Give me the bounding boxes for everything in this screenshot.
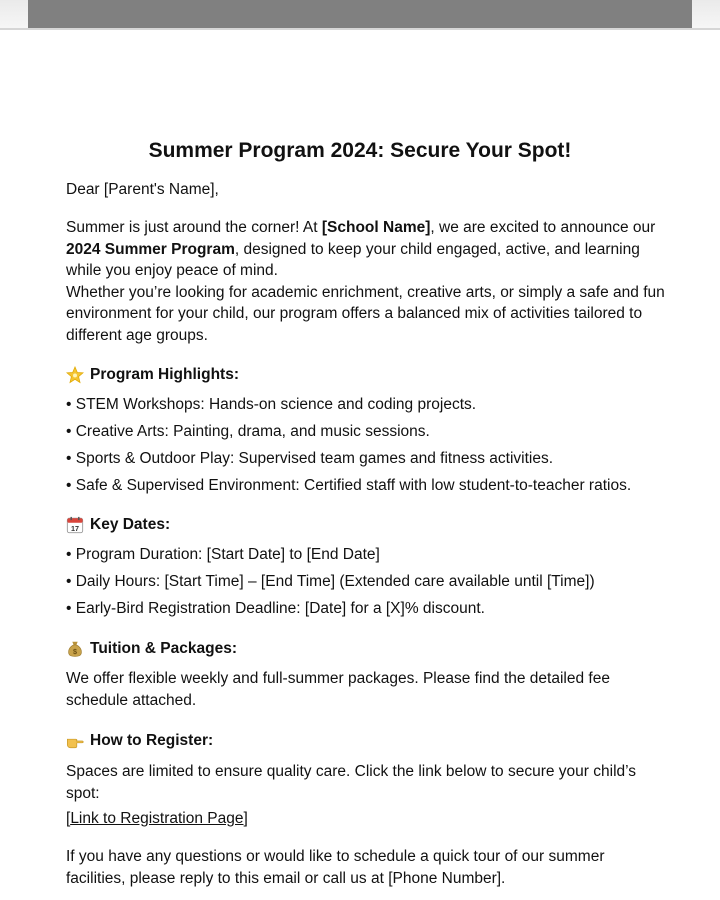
list-item: • Creative Arts: Painting, drama, and music sessions. bbox=[66, 421, 631, 448]
tuition-text: We offer flexible weekly and full-summer packages. Please find the detailed fee schedule attached. bbox=[66, 670, 610, 709]
registration-link-line: [Link to Registration Page] bbox=[66, 810, 248, 827]
tuition-heading: Tuition & Packages: bbox=[90, 640, 237, 657]
email-title: Summer Program 2024: Secure Your Spot! bbox=[148, 139, 572, 162]
glowing-star-icon bbox=[66, 366, 84, 384]
intro-text-4: Whether you’re looking for academic enrichment, creative arts, or simply a safe and fun environment for your child, our program offers a balanced mix of activities tailored to different age groups. bbox=[66, 283, 665, 344]
calendar-icon bbox=[66, 516, 84, 534]
pointing-hand-icon bbox=[66, 732, 84, 750]
intro-paragraph bbox=[66, 217, 666, 346]
registration-link[interactable]: [Link to Registration Page bbox=[66, 810, 244, 827]
list-item: • Program Duration: [Start Date] to [End Date] bbox=[66, 544, 595, 571]
money-bag-icon bbox=[66, 640, 84, 658]
register-heading-row bbox=[66, 730, 213, 752]
list-item: • Daily Hours: [Start Time] – [End Time] (Extended care available until [Time]) bbox=[66, 571, 595, 598]
highlights-heading: Program Highlights: bbox=[90, 366, 239, 383]
highlights-heading-row bbox=[66, 364, 239, 386]
dates-list bbox=[66, 544, 595, 625]
top-divider bbox=[0, 28, 720, 30]
tuition-heading-row bbox=[66, 638, 237, 660]
dark-header-strip bbox=[28, 0, 692, 28]
highlights-list bbox=[66, 394, 631, 502]
intro-text-3: , designed to keep your child engaged, active, and learning while you enjoy peace of mind. bbox=[66, 240, 640, 279]
svg-text:$: $ bbox=[73, 646, 77, 656]
window-top-bar bbox=[0, 0, 720, 30]
program-name: 2024 Summer Program bbox=[66, 240, 235, 258]
intro-text-2: , we are excited to announce our bbox=[430, 219, 656, 236]
list-item: • Safe & Supervised Environment: Certified staff with low student-to-teacher ratios. bbox=[66, 475, 631, 502]
closing-paragraph: If you have any questions or would like to schedule a quick tour of our summer facilities, please reply to this email or call us at [Phone Number]. bbox=[66, 848, 605, 887]
dates-heading-row bbox=[66, 514, 170, 536]
list-item: • Early-Bird Registration Deadline: [Date] for a [X]% discount. bbox=[66, 598, 595, 625]
intro-text-1: Summer is just around the corner! At bbox=[66, 219, 322, 236]
greeting: Dear [Parent's Name], bbox=[66, 181, 219, 198]
register-heading: How to Register: bbox=[90, 732, 214, 749]
school-name: [School Name] bbox=[321, 219, 431, 236]
register-text: Spaces are limited to ensure quality care. Click the link below to secure your child’s spot: bbox=[66, 763, 637, 802]
list-item: • STEM Workshops: Hands-on science and coding projects. bbox=[66, 394, 631, 421]
list-item: • Sports & Outdoor Play: Supervised team games and fitness activities. bbox=[66, 448, 631, 475]
calendar-number: 17 bbox=[71, 523, 79, 533]
dates-heading: Key Dates: bbox=[90, 516, 171, 533]
